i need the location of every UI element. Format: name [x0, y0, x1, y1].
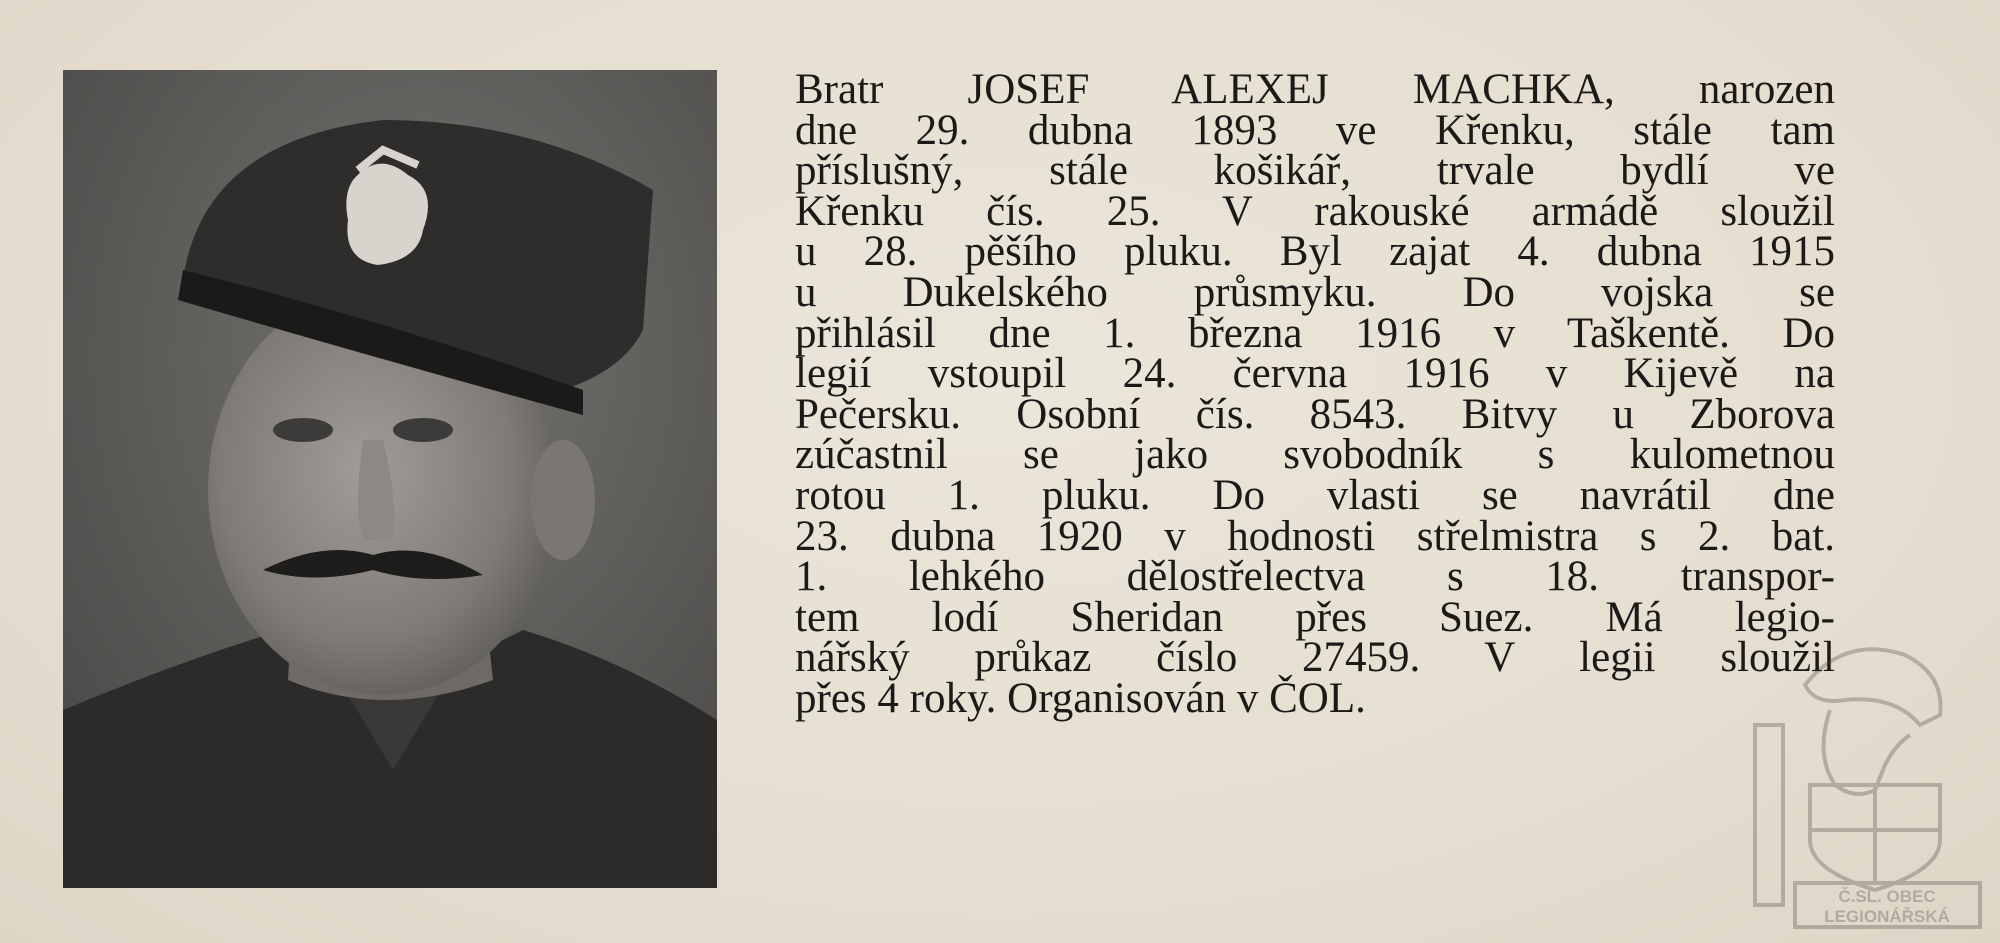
portrait-photo: [63, 70, 717, 888]
biography-line: přihlásil dne 1. března 1916 v Taškentě. Do: [795, 309, 1835, 357]
biography-line: přes 4 roky. Organisován v ČOL.: [795, 674, 1366, 722]
biography-line: rotou 1. pluku. Do vlasti se navrátil dne: [795, 471, 1835, 519]
biography-line: příslušný, stále košikář, trvale bydlí ve: [795, 147, 1835, 195]
biography-line: dne 29. dubna 1893 ve Křenku, stále tam: [795, 106, 1835, 154]
legion-emblem-icon: [1735, 625, 1985, 930]
biography-line: 1. lehkého dělostřelectva s 18. transpor-: [795, 553, 1835, 601]
biography-line: Pečersku. Osobní čís. 8543. Bitvy u Zborova: [795, 390, 1835, 438]
biography-line: Bratr JOSEF ALEXEJ MACHKA, narozen: [795, 66, 1835, 113]
biography-text: [795, 66, 1835, 722]
stamp-line-2: LEGIONÁŘSKÁ: [1824, 907, 1950, 926]
biography-line: legií vstoupil 24. června 1916 v Kijevě na: [795, 350, 1835, 398]
legion-watermark-stamp: [1735, 625, 1985, 930]
biography-line: tem lodí Sheridan přes Suez. Má legio-: [795, 593, 1835, 641]
biography-line: u Dukelského průsmyku. Do vojska se: [795, 268, 1835, 316]
biography-line: zúčastnil se jako svobodník s kulometnou: [795, 431, 1835, 479]
biography-line: 23. dubna 1920 v hodnosti střelmistra s 2. bat.: [795, 512, 1835, 560]
biography-line: nářský průkaz číslo 27459. V legii sloužil: [795, 634, 1835, 682]
biography-line: u 28. pěšího pluku. Byl zajat 4. dubna 1915: [795, 228, 1835, 276]
soldier-portrait: [63, 70, 717, 888]
stamp-line-1: Č.SL. OBEC: [1838, 887, 1936, 906]
biography-line: Křenku čís. 25. V rakouské armádě sloužil: [795, 187, 1835, 235]
